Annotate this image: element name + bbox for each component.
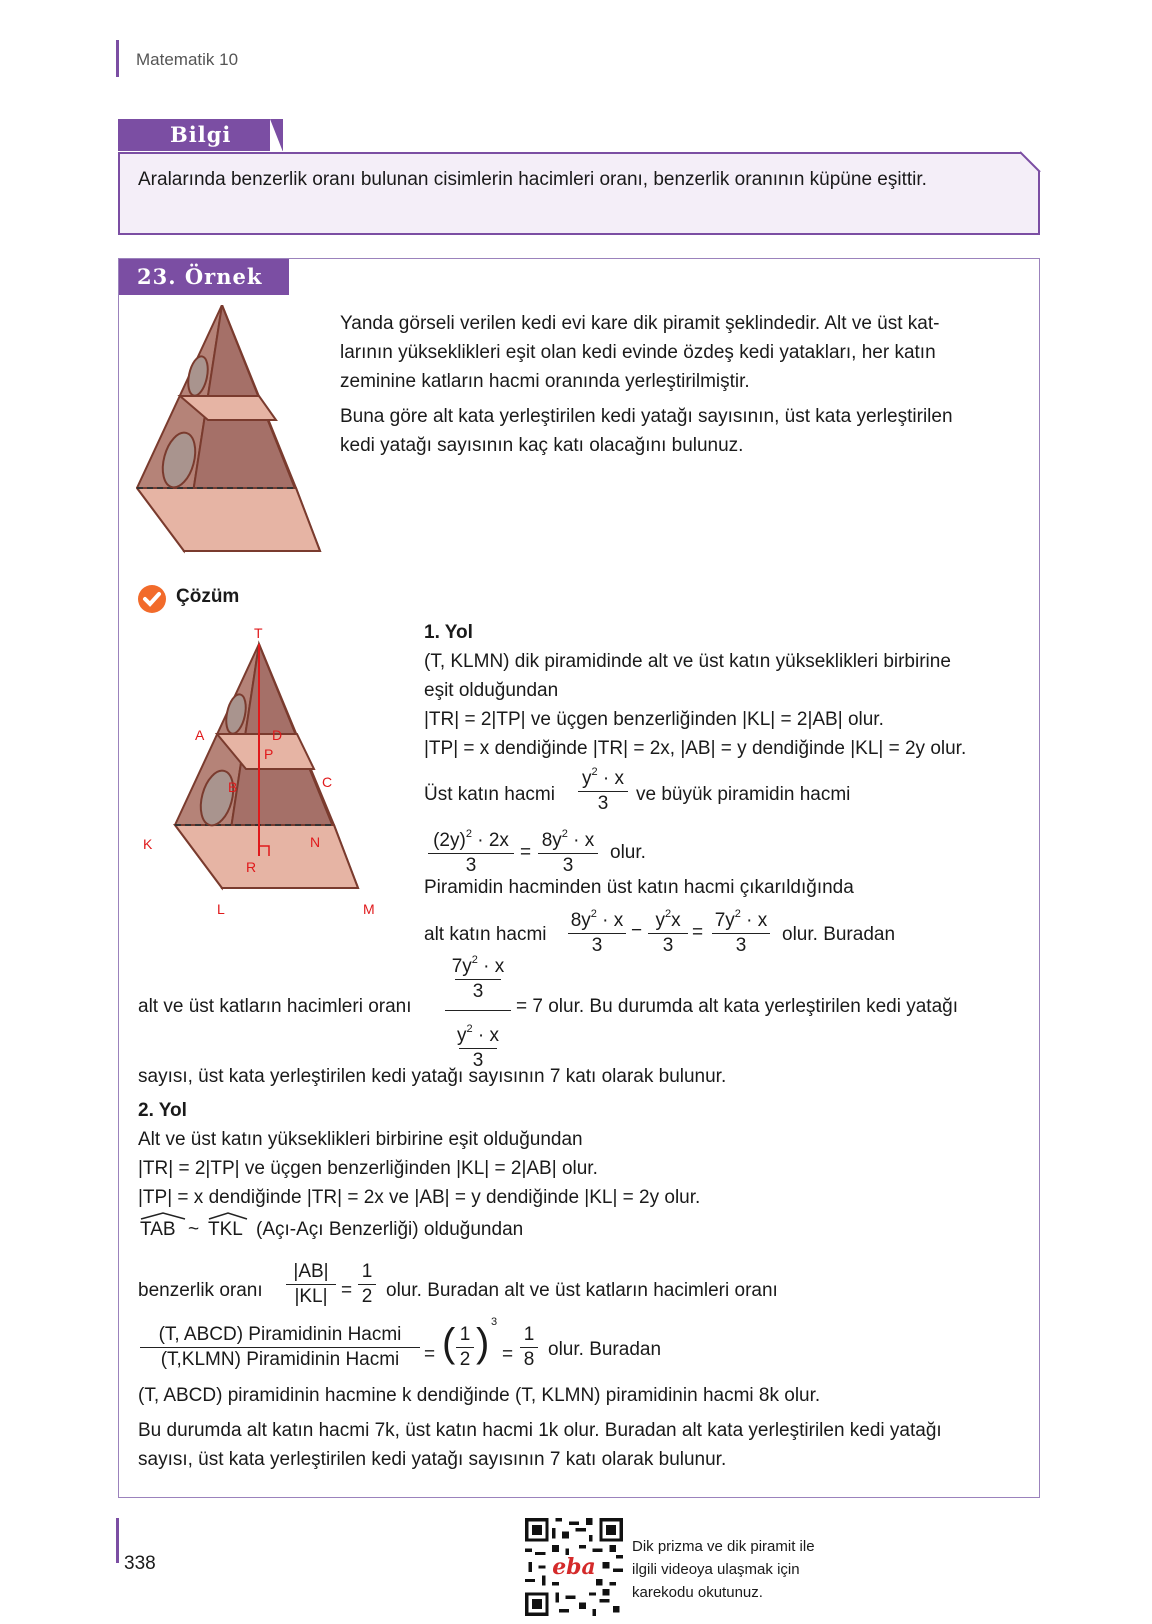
yol2-line-1: Alt ve üst katın yükseklikleri birbirine eşit olduğundan — [138, 1129, 583, 1150]
right-paren: ) — [476, 1321, 490, 1365]
info-text: Aralarında benzerlik oranı bulunan cisimlerin hacimleri oranı, benzerlik oranının küpüne eşittir. — [138, 169, 927, 190]
lower-calc-fraction-3: $\frac{7y^2 \cdot x}{3}$ — [712, 902, 770, 958]
yol1-olur: olur. — [610, 842, 646, 863]
upper-volume-fraction: $\frac{y^2 \cdot x}{3}$ — [578, 760, 628, 816]
yol1-line-4: |TP| = x dendiğinde |TR| = 2x, |AB| = y dendiğinde |KL| = 2y olur. — [424, 738, 967, 759]
ratio-complex-fraction: $7y^2 \cdot x$ 3 $y^2 \cdot x$ 3 — [445, 948, 511, 1073]
example-label: 23. Örnek — [119, 259, 289, 295]
solution-label: Çözüm — [176, 586, 240, 607]
big-volume-text: ve büyük piramidin hacmi — [636, 784, 851, 805]
equals-sign: = — [502, 1344, 514, 1365]
equals-sign: = — [341, 1280, 353, 1301]
label-N: N — [310, 834, 321, 850]
yol1-title: 1. Yol — [424, 622, 473, 643]
header-bar — [116, 40, 119, 77]
example-line-4: Buna göre alt kata yerleştirilen kedi yatağı sayısının, üst kata yerleştirilen — [340, 406, 953, 427]
similar-sign: ~ — [188, 1219, 200, 1240]
ratio-result-text: = 7 olur. Bu durumda alt kata yerleştirilen kedi yatağı — [516, 996, 958, 1017]
eba-logo: eba — [552, 1553, 596, 1580]
footer-bar — [116, 1518, 119, 1563]
ratio-text: alt ve üst katların hacimleri oranı — [138, 996, 412, 1017]
label-R: R — [246, 859, 257, 875]
one-eighth-fraction: $\frac{1}{8}$ — [520, 1323, 538, 1372]
triangle-tkl: TKL — [208, 1218, 243, 1242]
yol2-buradan: olur. Buradan — [548, 1339, 662, 1360]
info-label: Bilgi — [118, 119, 283, 151]
label-D: D — [272, 727, 283, 743]
label-C: C — [322, 774, 333, 790]
triangle-tab: TAB — [140, 1218, 176, 1242]
yol2-line-7: (T, ABCD) piramidinin hacmine k dendiğinde (T, KLMN) piramidinin hacmi 8k olur. — [138, 1385, 821, 1406]
yol1-line-1: (T, KLMN) dik piramidinde alt ve üst katın yükseklikleri birbirine — [424, 651, 951, 672]
label-L: L — [217, 901, 225, 917]
example-line-1: Yanda görseli verilen kedi evi kare dik piramit şeklindedir. Alt ve üst kat- — [340, 313, 940, 334]
half-cubed-fraction: $\frac{1}{2}$ — [456, 1323, 474, 1372]
lower-calc-fraction-1: $\frac{8y^2 \cdot x}{3}$ — [568, 902, 626, 958]
label-P: P — [264, 746, 274, 762]
lower-calc-fraction-2: $\frac{y^2x}{3}$ — [648, 902, 688, 958]
big-volume-fraction-2: $\frac{8y^2 \cdot x}{3}$ — [538, 822, 598, 878]
pyramid-volume-ratio-fraction: (T, ABCD) Piramidinin Hacmi (T,KLMN) Piramidinin Hacmi — [140, 1323, 420, 1372]
label-M: M — [363, 901, 375, 917]
tab-slant — [270, 119, 284, 152]
cube-exponent: 3 — [491, 1316, 498, 1328]
upper-volume-text: Üst katın hacmi — [424, 784, 555, 805]
example-line-2: larının yükseklikleri eşit olan kedi evinde özdeş kedi yatakları, her katın — [340, 342, 936, 363]
equals-sign: = — [692, 922, 704, 943]
similarity-ratio-text: benzerlik oranı — [138, 1280, 263, 1301]
similarity-text: (Açı-Açı Benzerliği) olduğundan — [256, 1219, 524, 1240]
lower-volume-text: alt katın hacmi — [424, 924, 547, 945]
one-half-fraction: $\frac{1}{2}$ — [358, 1260, 376, 1309]
yol1-line-3: |TR| = 2|TP| ve üçgen benzerliğinden |KL| = 2|AB| olur. — [424, 709, 884, 730]
label-T: T — [254, 625, 263, 641]
label-K: K — [143, 836, 153, 852]
box-corner-fold — [1020, 150, 1042, 172]
info-box — [118, 152, 1040, 235]
yol1-conclusion: sayısı, üst kata yerleştirilen kedi yatağı sayısının 7 katı olarak bulunur. — [138, 1066, 727, 1087]
example-line-3: zeminine katların hacmi oranında yerleştirilmiştir. — [340, 371, 750, 392]
yol1-line-2: eşit olduğundan — [424, 680, 559, 701]
label-B: B — [228, 779, 238, 795]
left-paren: ( — [442, 1321, 456, 1365]
book-title: Matematik 10 — [136, 50, 239, 69]
equals-sign: = — [424, 1344, 436, 1365]
page-number: 338 — [124, 1553, 156, 1574]
yol2-title: 2. Yol — [138, 1100, 187, 1121]
big-volume-fraction-1: $\frac{(2y)^2 \cdot 2x}{3}$ — [428, 822, 514, 878]
yol2-conclusion: sayısı, üst kata yerleştirilen kedi yatağı sayısının 7 katı olarak bulunur. — [138, 1449, 727, 1470]
yol1-line-7: Piramidin hacminden üst katın hacmi çıkarıldığında — [424, 877, 854, 898]
yol2-line-3: |TP| = x dendiğinde |TR| = 2x ve |AB| = y dendiğinde |KL| = 2y olur. — [138, 1187, 701, 1208]
example-line-5: kedi yatağı sayısının kaç katı olacağını bulunuz. — [340, 435, 744, 456]
minus-sign: − — [631, 920, 643, 941]
ab-kl-fraction: $\frac{|AB|}{|KL|}$ — [286, 1260, 336, 1309]
qr-caption: Dik prizma ve dik piramit ile ilgili videoya ulaşmak için karekodu okutunuz. — [632, 1538, 815, 1601]
cat-house-pyramid-figure — [136, 305, 326, 557]
labeled-pyramid-figure — [140, 620, 380, 930]
qr-code[interactable] — [525, 1518, 623, 1616]
equals-sign: = — [520, 842, 532, 863]
label-A: A — [195, 727, 205, 743]
check-icon — [138, 585, 166, 613]
yol2-line-2: |TR| = 2|TP| ve üçgen benzerliğinden |KL| = 2|AB| olur. — [138, 1158, 598, 1179]
yol1-buradan: olur. Buradan — [782, 924, 896, 945]
yol2-ratio-text: olur. Buradan alt ve üst katların hacimleri oranı — [386, 1280, 778, 1301]
yol2-line-8: Bu durumda alt katın hacmi 7k, üst katın hacmi 1k olur. Buradan alt kata yerleştirilen kedi yatağı — [138, 1420, 942, 1441]
